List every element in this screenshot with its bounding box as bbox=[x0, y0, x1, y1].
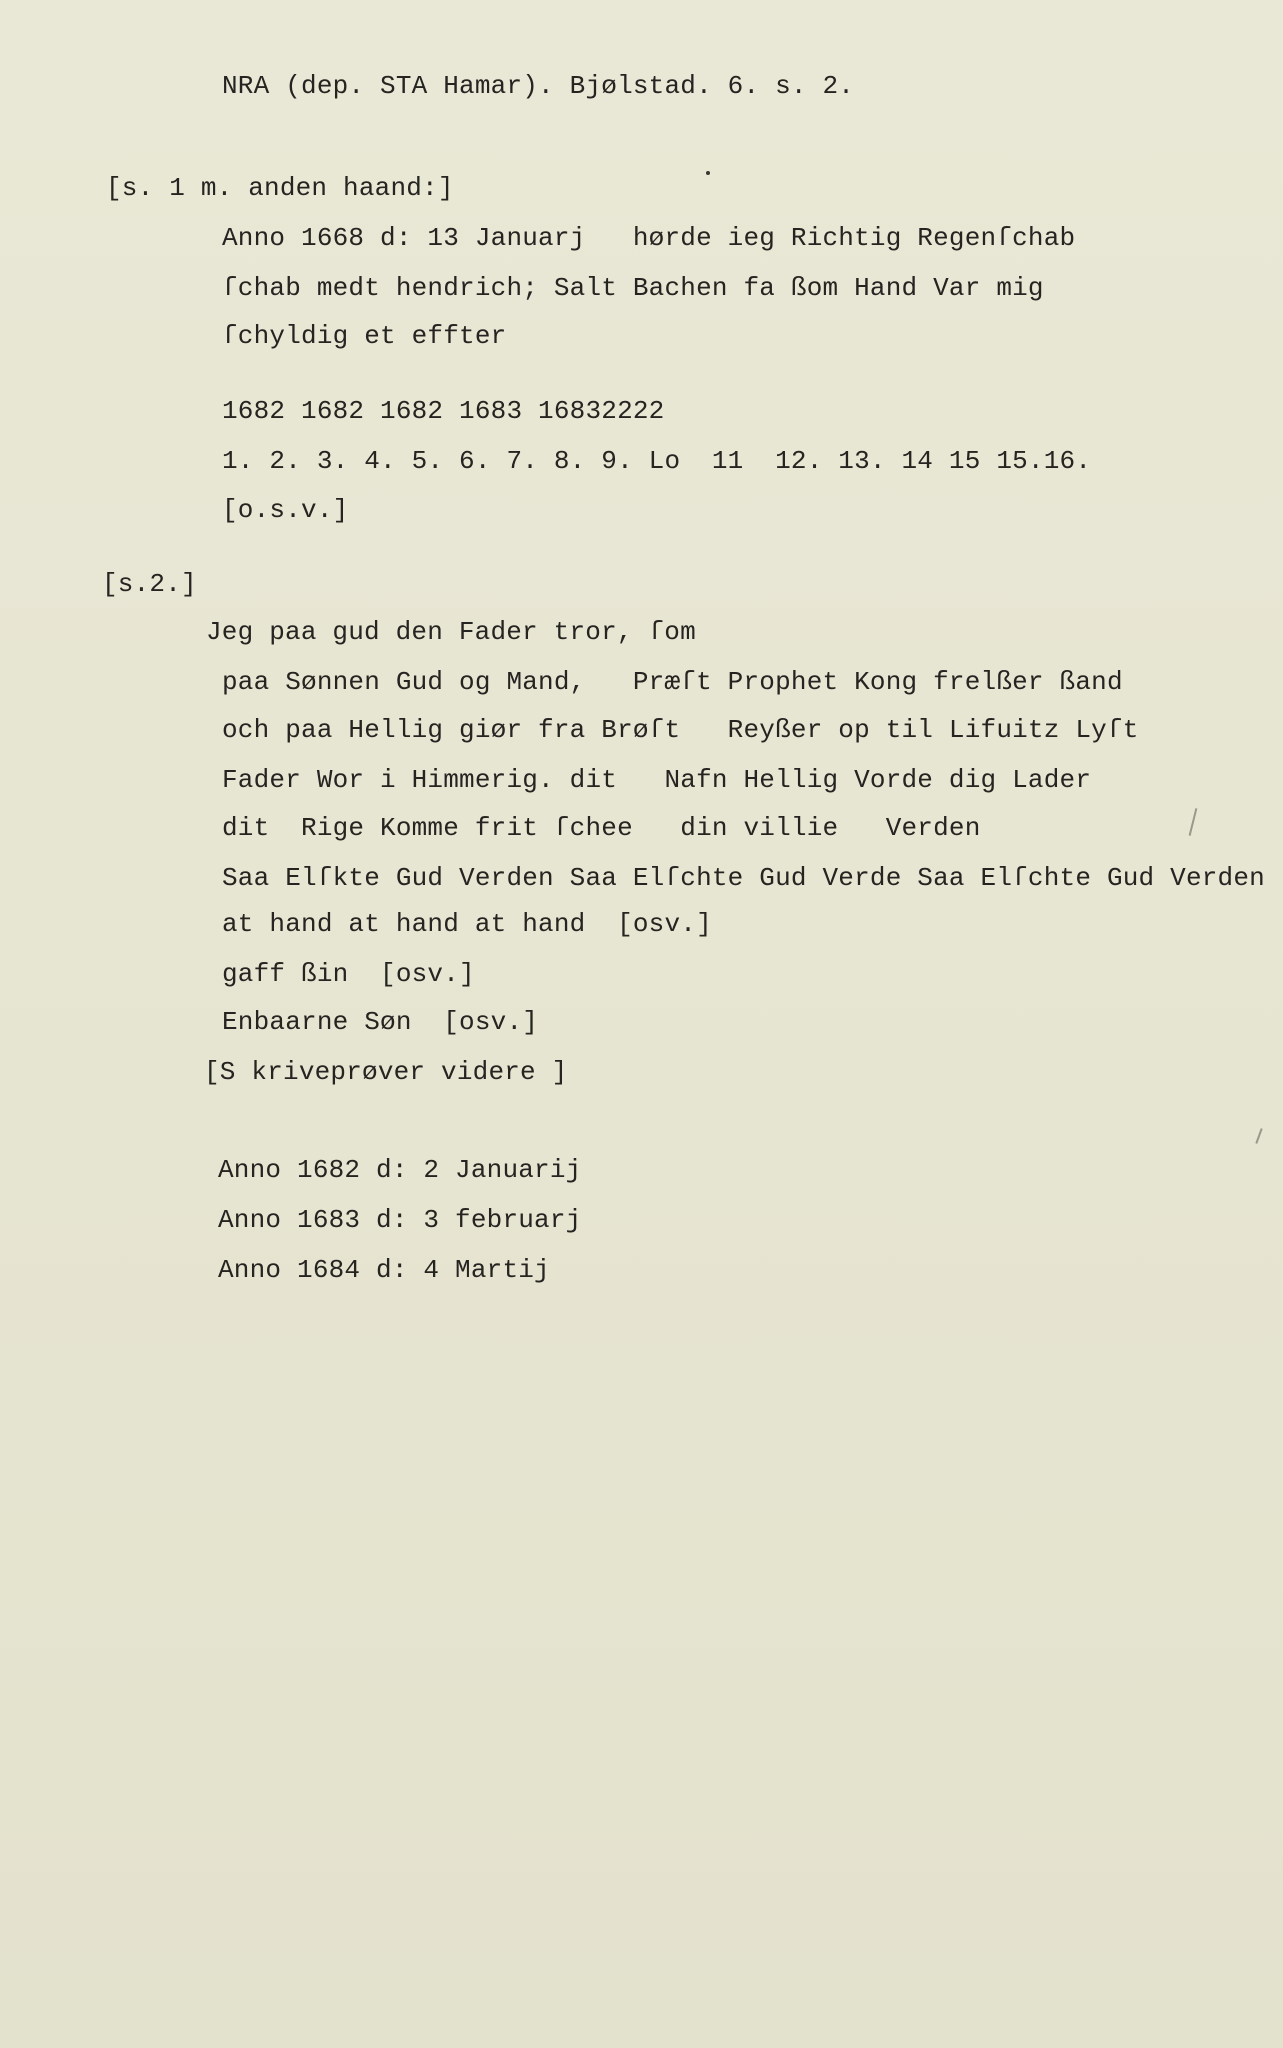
text-line: Fader Wor i Himmerig. dit Nafn Hellig Vorde dig Lader bbox=[222, 765, 1092, 795]
ink-speck bbox=[706, 171, 710, 175]
editorial-note: [S kriveprøver videre ] bbox=[204, 1057, 568, 1087]
text-line: ſchyldig et effter bbox=[222, 321, 507, 351]
numbers-line: 1. 2. 3. 4. 5. 6. 7. 8. 9. Lo 11 12. 13. 14 15 15.16. bbox=[222, 446, 1092, 476]
text-line: Jeg paa gud den Fader tror, ſom bbox=[206, 617, 696, 647]
text-line: Saa Elſkte Gud Verden Saa Elſchte Gud Verde Saa Elſchte Gud Verden bbox=[222, 863, 1265, 893]
archive-reference: NRA (dep. STA Hamar). Bjølstad. 6. s. 2. bbox=[222, 71, 855, 101]
text-line: dit Rige Komme frit ſchee din villie Verden bbox=[222, 813, 981, 843]
date-line: Anno 1682 d: 2 Januarij bbox=[218, 1155, 582, 1185]
text-line: ſchab medt hendrich; Salt Bachen fa ßom Hand Var mig bbox=[222, 273, 1044, 303]
section-label-page-2: [s.2.] bbox=[102, 569, 197, 599]
date-line: Anno 1684 d: 4 Martij bbox=[218, 1255, 550, 1285]
text-line: och paa Hellig giør fra Brøſt Reyßer op til Lifuitz Lyſt bbox=[222, 715, 1139, 745]
text-line: Enbaarne Søn [osv.] bbox=[222, 1007, 539, 1037]
text-line: at hand at hand at hand [osv.] bbox=[222, 909, 712, 939]
page-edge-mark bbox=[1189, 808, 1198, 836]
text-line: Anno 1668 d: 13 Januarj hørde ieg Richtig Regenſchab bbox=[222, 223, 1076, 253]
text-line: gaff ßin [osv.] bbox=[222, 959, 475, 989]
page-edge-mark bbox=[1255, 1128, 1262, 1144]
years-line: 1682 1682 1682 1683 16832222 bbox=[222, 396, 665, 426]
etc-note: [o.s.v.] bbox=[222, 495, 349, 525]
date-line: Anno 1683 d: 3 februarj bbox=[218, 1205, 582, 1235]
section-label-page-1: [s. 1 m. anden haand:] bbox=[106, 173, 454, 203]
text-line: paa Sønnen Gud og Mand, Præſt Prophet Kong frelßer ßand bbox=[222, 667, 1123, 697]
